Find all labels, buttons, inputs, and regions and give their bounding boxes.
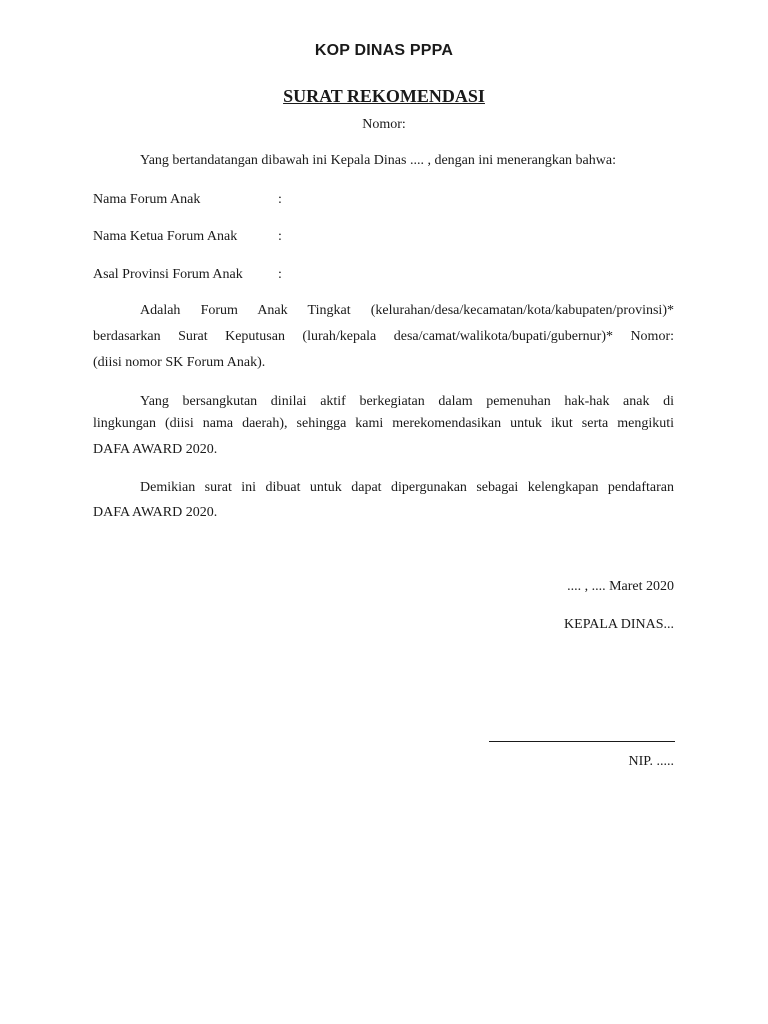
document-title: SURAT REKOMENDASI: [283, 86, 485, 106]
paragraph-line: (diisi nomor SK Forum Anak).: [93, 355, 266, 370]
field-colon: :: [278, 192, 282, 207]
field-colon: :: [278, 267, 282, 282]
paragraph-line: lingkungan (diisi nama daerah), sehingga kami merekomendasikan untuk ikut serta mengikuti: [93, 416, 674, 431]
intro-paragraph: Yang bertandatangan dibawah ini Kepala Dinas .... , dengan ini menerangkan bahwa:: [140, 153, 616, 168]
field-colon: :: [278, 229, 282, 244]
field-label-province: Asal Provinsi Forum Anak: [93, 267, 243, 282]
field-label-forum-name: Nama Forum Anak: [93, 192, 201, 207]
field-label-leader-name: Nama Ketua Forum Anak: [93, 229, 238, 244]
paragraph-line: DAFA AWARD 2020.: [93, 505, 218, 520]
signature-line: [489, 741, 675, 742]
paragraph-line: DAFA AWARD 2020.: [93, 442, 218, 457]
document-number: Nomor:: [362, 117, 406, 132]
letterhead: KOP DINAS PPPA: [314, 42, 454, 59]
paragraph-line: berdasarkan Surat Keputusan (lurah/kepala desa/camat/walikota/bupati/gubernur)* Nomor:: [93, 329, 674, 344]
paragraph-line: Yang bersangkutan dinilai aktif berkegiatan dalam pemenuhan hak-hak anak di: [140, 394, 674, 409]
signature-nip: NIP. .....: [628, 754, 674, 769]
paragraph-line: Adalah Forum Anak Tingkat (kelurahan/desa/kecamatan/kota/kabupaten/provinsi)*: [140, 303, 674, 318]
paragraph-line: Demikian surat ini dibuat untuk dapat dipergunakan sebagai kelengkapan pendaftaran: [140, 480, 674, 495]
signature-date: .... , .... Maret 2020: [567, 579, 674, 594]
signature-position: KEPALA DINAS...: [564, 617, 674, 632]
